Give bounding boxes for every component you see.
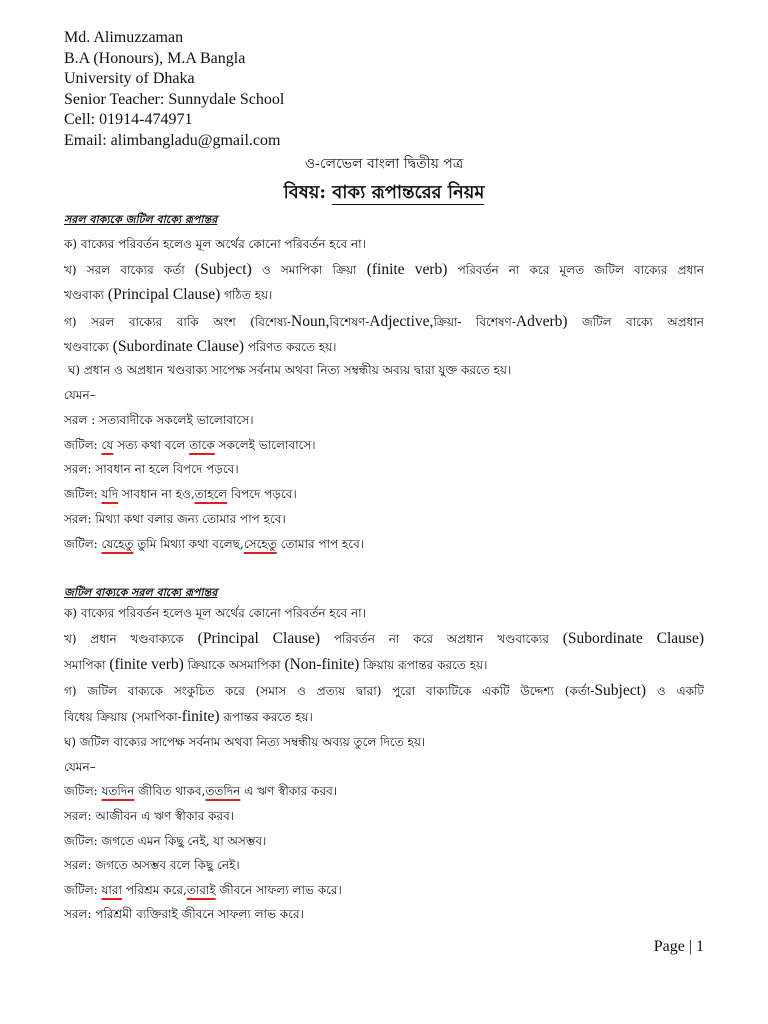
s2-rule-b-term: (Non-finite) xyxy=(284,656,360,673)
s1-rule-c-term: Adverb) xyxy=(515,313,568,330)
s2-rule-b-term: (Subordinate Clause) xyxy=(562,630,704,647)
s1-rule-c-text: জটিল বাক্যে অপ্রধান xyxy=(581,315,704,329)
s1-rule-b-line1 xyxy=(64,261,704,282)
s1-rule-b-line2 xyxy=(64,286,704,307)
s1-rule-b-text: পরিবর্তন না করে মূলত জটিল বাক্যের প্রধান xyxy=(457,263,704,277)
s2-rule-c-text: ও একটি xyxy=(656,684,704,698)
author-position: Senior Teacher: Sunnydale School xyxy=(64,90,285,108)
highlighted-connective: সেহেতু xyxy=(243,537,277,551)
s1-rule-c-text: পরিণত করতে হয়। xyxy=(247,340,337,354)
section2-heading: জটিল বাক্যকে সরল বাক্যে রূপান্তর xyxy=(64,586,218,599)
s2-example-complex xyxy=(64,882,704,902)
s1-rule-c-text: বিশেষণ- xyxy=(329,315,370,329)
s2-example-simple: সরল: জগতে অসম্ভব বলে কিছু নেই। xyxy=(64,858,240,872)
example-text: বিপদে পড়বে। xyxy=(227,487,297,501)
highlighted-connective: তাহলে xyxy=(194,487,228,501)
s2-rule-c-term: finite) xyxy=(181,708,220,725)
s2-rule-b-line1 xyxy=(64,630,704,651)
highlighted-connective: তাকে xyxy=(189,438,215,452)
s2-rule-c-term: Subject) xyxy=(594,682,647,699)
s1-example-simple: সরল: মিথ্যা কথা বলার জন্য তোমার পাপ হবে। xyxy=(64,512,286,526)
s1-rule-b-term: (finite verb) xyxy=(366,261,448,278)
highlighted-connective: তারাই xyxy=(186,883,216,897)
highlighted-connective: যেহেতু xyxy=(101,537,134,551)
example-text: জীবিত থাকব, xyxy=(134,784,206,798)
author-name: Md. Alimuzzaman xyxy=(64,29,184,46)
author-cell: Cell: 01914-474971 xyxy=(64,111,193,129)
s2-rule-b-text: সমাপিকা xyxy=(64,658,106,672)
example-text: সাবধান না হও, xyxy=(118,487,195,501)
author-degree: B.A (Honours), M.A Bangla xyxy=(64,49,246,67)
example-text: জটিল: xyxy=(64,784,102,798)
s2-example-label: যেমন– xyxy=(64,760,96,774)
s1-rule-b-text: খ) সরল বাক্যের কর্তা xyxy=(64,263,185,277)
s1-example-complex xyxy=(64,536,704,556)
s1-rule-b-term: (Principal Clause) xyxy=(107,286,221,303)
s2-rule-b-line2 xyxy=(64,656,704,677)
example-text: জটিল: xyxy=(64,537,102,551)
s2-rule-b-term: (finite verb) xyxy=(109,656,184,673)
s1-rule-d: ঘ) প্রধান ও অপ্রধান খণ্ডবাক্য সাপেক্ষ সর্বনাম অথবা নিত্য সম্বন্ধীয় অব্যয় দ্বারা যুক্ত করতে হয়। xyxy=(68,363,512,377)
s1-rule-c-text: খণ্ডবাক্যে xyxy=(64,340,109,354)
s2-rule-a: ক) বাক্যের পরিবর্তন হলেও মূল অর্থের কোনো পরিবর্তন হবে না। xyxy=(64,606,366,620)
s1-rule-c-term: (Subordinate Clause) xyxy=(112,338,245,355)
example-text: সকলেই ভালোবাসে। xyxy=(214,438,316,452)
s2-example-complex xyxy=(64,783,704,803)
s2-rule-c-line2 xyxy=(64,708,704,729)
author-email: Email: alimbangladu@gmail.com xyxy=(64,131,281,149)
s1-rule-c-text: গ) সরল বাক্যের বাকি অংশ (বিশেষ্য- xyxy=(64,315,291,329)
s1-rule-c-term: Adjective, xyxy=(369,313,434,330)
s2-rule-b-text: খ) প্রধান খণ্ডবাক্যকে xyxy=(64,632,184,646)
s2-rule-c-text: রূপান্তর করতে হয়। xyxy=(223,710,313,724)
author-header xyxy=(64,28,624,152)
s1-rule-b-text: গঠিত হয়। xyxy=(224,288,273,302)
example-text: তুমি মিথ্যা কথা বলেছ, xyxy=(133,537,244,551)
s1-example-label: যেমন– xyxy=(64,388,96,402)
example-text: পরিশ্রম করে, xyxy=(122,883,187,897)
s2-rule-c-text: বিধেয় ক্রিয়ায় (সমাপিকা- xyxy=(64,710,182,724)
section1-heading: সরল বাক্যকে জটিল বাক্যে রূপান্তর xyxy=(64,213,218,226)
s2-rule-c-line1 xyxy=(64,682,704,703)
highlighted-connective: ততদিন xyxy=(205,784,241,798)
s2-example-complex: জটিল: জগতে এমন কিছু নেই, যা অসম্ভব। xyxy=(64,834,267,848)
example-text: সত্য কথা বলে xyxy=(113,438,190,452)
course-title: ও-লেভেল বাংলা দ্বিতীয় পত্র xyxy=(304,156,464,172)
s1-example-complex xyxy=(64,437,704,457)
s1-example-simple: সরল : সত্যবাদীকে সকলেই ভালোবাসে। xyxy=(64,413,254,427)
subject-main: বাক্য রূপান্তরের নিয়ম xyxy=(332,182,485,203)
s2-rule-b-text: ক্রিয়ায় রূপান্তর করতে হয়। xyxy=(363,658,488,672)
s1-rule-a: ক) বাক্যের পরিবর্তন হলেও মূল অর্থের কোনো পরিবর্তন হবে না। xyxy=(64,237,366,251)
s1-rule-c-line2 xyxy=(64,338,704,359)
subject-prefix: বিষয়: xyxy=(283,182,326,203)
s2-rule-b-text: ক্রিয়াকে অসমাপিকা xyxy=(187,658,281,672)
example-text: এ ঋণ স্বীকার করব। xyxy=(240,784,338,798)
s2-example-simple: সরল: পরিশ্রমী ব্যক্তিরাই জীবনে সাফল্য লাভ করে। xyxy=(64,907,304,921)
s2-rule-b-text: পরিবর্তন না করে অপ্রধান খণ্ডবাক্যের xyxy=(333,632,549,646)
highlighted-connective: যতদিন xyxy=(101,784,135,798)
s1-rule-b-text: খণ্ডবাক্য xyxy=(64,288,105,302)
highlighted-connective: যে xyxy=(101,438,114,452)
author-university: University of Dhaka xyxy=(64,70,195,88)
s1-example-complex xyxy=(64,486,704,506)
s2-rule-b-term: (Principal Clause) xyxy=(197,630,321,647)
example-text: জটিল: xyxy=(64,487,102,501)
s1-example-simple: সরল: সাবধান না হলে বিপদে পড়বে। xyxy=(64,462,239,476)
s1-rule-c-term: Noun, xyxy=(291,313,330,330)
s2-example-simple: সরল: আজীবন এ ঋণ স্বীকার করব। xyxy=(64,809,235,823)
example-text: জীবনে সাফল্য লাভ করে। xyxy=(215,883,342,897)
s1-rule-b-text: ও সমাপিকা ক্রিয়া xyxy=(261,263,357,277)
subject-title xyxy=(0,178,768,209)
s1-rule-b-term: (Subject) xyxy=(194,261,252,278)
s1-rule-c-line1 xyxy=(64,313,704,334)
s1-rule-c-text: ক্রিয়া- বিশেষণ- xyxy=(433,315,516,329)
highlighted-connective: যদি xyxy=(101,487,119,501)
s2-rule-c-text: গ) জটিল বাক্যকে সংকুচিত করে (সমাস ও প্রত্যয় দ্বারা) পুরো বাক্যটিকে একটি উদ্দেশ্য (কর্তা- xyxy=(64,684,595,698)
example-text: জটিল: xyxy=(64,438,102,452)
example-text: তোমার পাপ হবে। xyxy=(276,537,365,551)
s2-rule-d: ঘ) জটিল বাক্যের সাপেক্ষ সর্বনাম অথবা নিত্য সম্বন্ধীয় অব্যয় তুলে দিতে হয়। xyxy=(64,735,426,749)
page-number: Page | 1 xyxy=(653,938,704,955)
highlighted-connective: যারা xyxy=(101,883,122,897)
example-text: জটিল: xyxy=(64,883,102,897)
